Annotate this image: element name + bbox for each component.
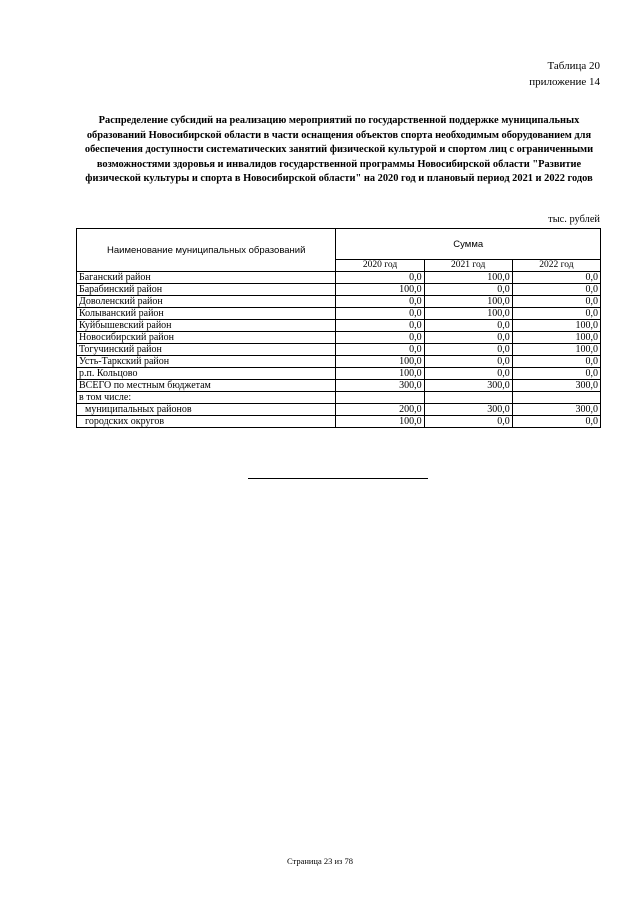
empty-cell [424,392,512,404]
row-value: 0,0 [424,344,512,356]
row-value: 0,0 [512,308,600,320]
separator-line [248,478,428,479]
table-row [77,296,601,308]
row-value: 100,0 [512,320,600,332]
row-value: 100,0 [336,356,424,368]
table-row [77,272,601,284]
row-name: р.п. Кольцово [77,368,336,380]
table-row [77,356,601,368]
row-name: Усть-Таркский район [77,356,336,368]
units-label: тыс. рублей [548,214,600,225]
empty-cell [336,392,424,404]
row-value: 0,0 [336,344,424,356]
row-value: 100,0 [424,296,512,308]
row-name: Барабинский район [77,284,336,296]
row-value: 100,0 [512,332,600,344]
row-value: 0,0 [424,320,512,332]
row-value: 0,0 [512,368,600,380]
row-value: 0,0 [424,356,512,368]
row-value: 0,0 [512,284,600,296]
subsidy-table [76,228,601,428]
row-value: 300,0 [512,404,600,416]
page-footer: Страница 23 из 78 [286,856,354,866]
row-value: 0,0 [512,296,600,308]
table-row [77,284,601,296]
row-value: 300,0 [424,404,512,416]
row-value: 0,0 [336,308,424,320]
row-name: Куйбышевский район [77,320,336,332]
row-value: 0,0 [512,416,600,428]
row-value: 300,0 [512,380,600,392]
row-value: 0,0 [512,272,600,284]
row-value: 0,0 [336,320,424,332]
row-value: 0,0 [336,332,424,344]
table-row [77,380,601,392]
row-value: 200,0 [336,404,424,416]
row-value: 0,0 [336,272,424,284]
table-body [77,272,601,428]
table-row [77,320,601,332]
col-header-year: 2020 год [336,260,424,272]
table-row [77,308,601,320]
row-name: муниципальных районов [77,404,336,416]
row-name: ВСЕГО по местным бюджетам [77,380,336,392]
row-name: Колыванский район [77,308,336,320]
row-value: 100,0 [336,284,424,296]
row-name: городских округов [77,416,336,428]
row-value: 0,0 [424,416,512,428]
table-row [77,368,601,380]
row-value: 100,0 [424,308,512,320]
empty-cell [512,392,600,404]
col-header-year: 2022 год [512,260,600,272]
table-number: Таблица 20 [547,60,600,72]
including-label: в том числе: [77,392,336,404]
row-name: Тогучинский район [77,344,336,356]
row-value: 300,0 [424,380,512,392]
col-header-sum: Сумма [336,229,601,260]
row-value: 0,0 [424,284,512,296]
row-value: 100,0 [512,344,600,356]
row-value: 300,0 [336,380,424,392]
document-title: Распределение субсидий на реализацию мероприятий по государственной поддержке муниципальных образований Новосибирской области в части оснащения объектов спорта необходимым оборудованием для обеспечения доступности систематических занятий физической культурой и спортом лиц с ограниченными возможностями здоровья и инвалидов государственной программы Новосибирской области "Развитие физической культуры и спорта в Новосибирской области" на 2020 год и плановый период 2021 и 2022 годов [84,115,594,184]
table-row [77,404,601,416]
col-header-name: Наименование муниципальных образований [77,229,336,272]
row-name: Доволенский район [77,296,336,308]
row-value: 0,0 [424,332,512,344]
row-name: Новосибирский район [77,332,336,344]
row-name: Баганский район [77,272,336,284]
col-header-year: 2021 год [424,260,512,272]
row-value: 0,0 [336,296,424,308]
row-value: 100,0 [336,416,424,428]
table-row [77,344,601,356]
row-value: 100,0 [336,368,424,380]
row-value: 0,0 [512,356,600,368]
table-row [77,416,601,428]
row-value: 100,0 [424,272,512,284]
appendix-label: приложение 14 [529,76,600,88]
table-row [77,332,601,344]
table-row [77,392,601,404]
row-value: 0,0 [424,368,512,380]
